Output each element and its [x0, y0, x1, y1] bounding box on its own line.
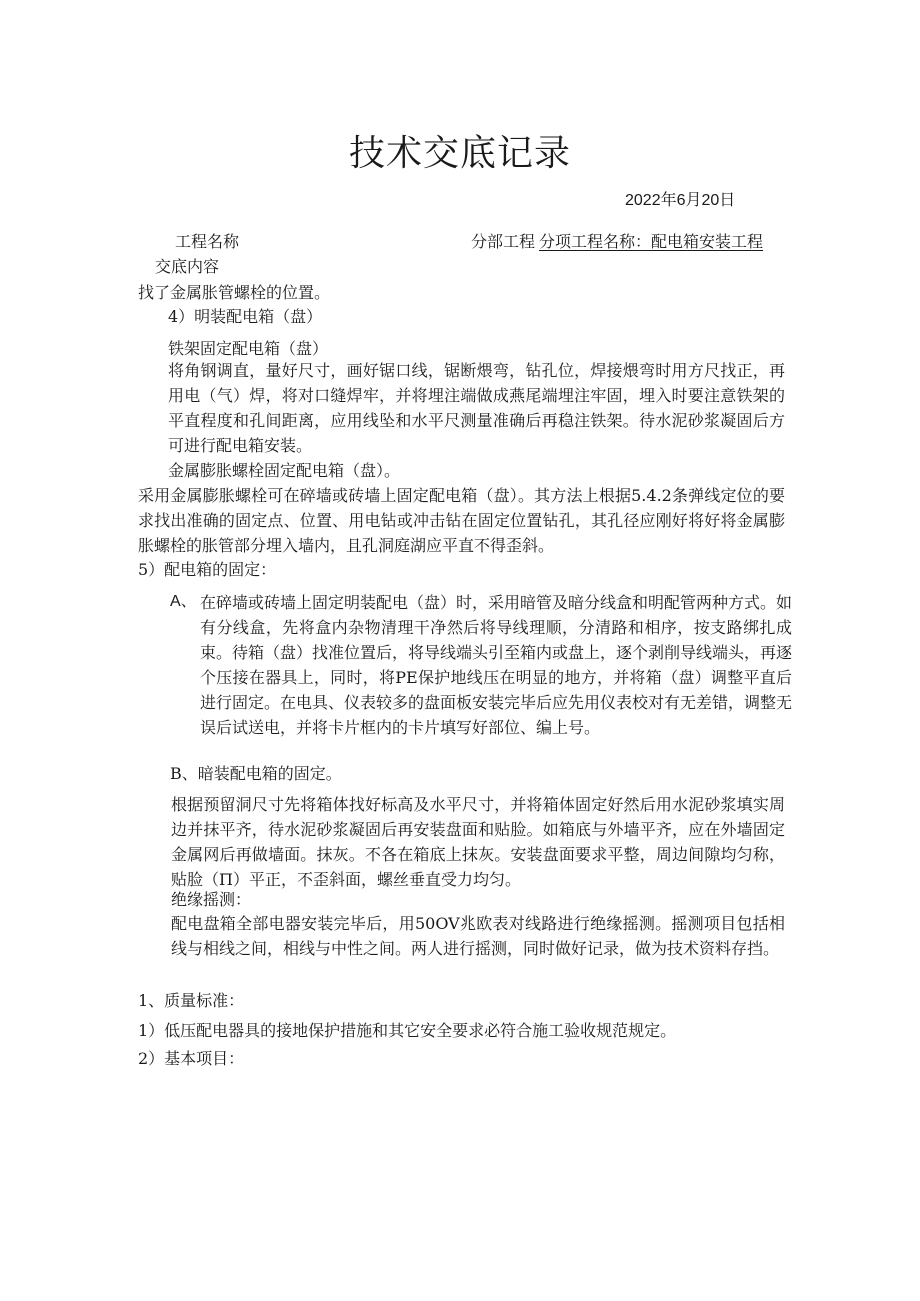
section-5-heading: 5）配电箱的固定：: [138, 560, 277, 579]
concealed-box-paragraph: 根据预留洞尺寸先将箱体找好标高及水平尺寸，并将箱体固定好然后用水泥砂浆填实周边并抹平齐，待水泥砂浆凝固后再安装盘面和贴脸。如箱底与外墙平齐，应在外墙固定金属网后再做墙面。抹灰。不各在箱底上抹灰。安装盘面要求平整，周边间隙均匀称，贴脸（Π）平正，不歪斜面，螺丝垂直受力均匀。: [171, 795, 785, 889]
body-line-1: 找了金属胀管螺栓的位置。: [138, 283, 331, 302]
quality-item-2: 2）基本项目：: [138, 1049, 245, 1068]
project-name-label: 工程名称: [175, 232, 240, 251]
record-date: 2022年6月20日: [625, 192, 736, 209]
item-name-label: 分项工程名称：配电箱安装工程: [539, 232, 764, 251]
item-a-paragraph: 在碎墙或砖墙上固定明装配电（盘）时，采用暗管及暗分线盒和明配管两种方式。如有分线盒，先将盒内杂物清理干净然后将导线理顺，分清路和相序，按支路绑扎成束。待箱（盘）找准位置后，将导线端头引至箱内或盘上，逐个剥削导线端头，再逐个压接在器具上，同时，将PE保护地线压在明显的地方，并将箱（盘）调整平直后进行固定。在电具、仪表较多的盘面板安装完毕后应先用仪表校对有无差错，调整无误后试送电，并将卡片框内的卡片填写好部位、编上号。: [200, 593, 793, 737]
item-a-label: A、: [170, 593, 197, 610]
iron-frame-paragraph: 将角钢调直，量好尺寸，画好锯口线，锯断煨弯，钻孔位，焊接煨弯时用方尺找正，再用电（气）焊，将对口缝焊牢，并将埋注端做成燕尾端埋注牢固，埋入时要注意铁架的平直程度和孔间距离，应用线坠和水平尺测量准确后再稳注铁架。待水泥砂浆凝固后方可进行配电箱安装。: [168, 361, 785, 455]
sub-project-label: 分部工程: [471, 232, 536, 251]
content-label: 交底内容: [155, 257, 220, 276]
insulation-test-paragraph: 配电盘箱全部电器安装完毕后，用50OV兆欧表对线路进行绝缘摇测。摇测项目包括相线与相线之间，相线与中性之间。两人进行摇测，同时做好记录，做为技术资料存挡。: [171, 914, 785, 958]
quality-standard-heading: 1、质量标准：: [138, 991, 245, 1010]
insulation-test-heading: 绝缘摇测：: [171, 890, 252, 909]
iron-frame-heading: 铁架固定配电箱（盘）: [168, 339, 329, 358]
quality-item-1: 1）低压配电器具的接地保护措施和其它安全要求必符合施工验收规范规定。: [138, 1021, 677, 1040]
document-title: 技术交底记录: [348, 133, 571, 174]
item-b-heading: B、暗装配电箱的固定。: [170, 764, 342, 783]
section-4-heading: 4）明装配电箱（盘）: [168, 307, 323, 326]
expansion-bolt-paragraph: 采用金属膨胀螺栓可在碎墙或砖墙上固定配电箱（盘）。其方法上根据5.4.2条弹线定位的要求找出准确的固定点、位置、用电钻或冲击钻在固定位置钻孔，其孔径应刚好将好将金属膨胀螺栓的胀管部分埋入墙内，且孔洞庭湖应平直不得歪斜。: [138, 486, 785, 555]
expansion-bolt-heading: 金属膨胀螺栓固定配电箱（盘）。: [168, 461, 401, 480]
